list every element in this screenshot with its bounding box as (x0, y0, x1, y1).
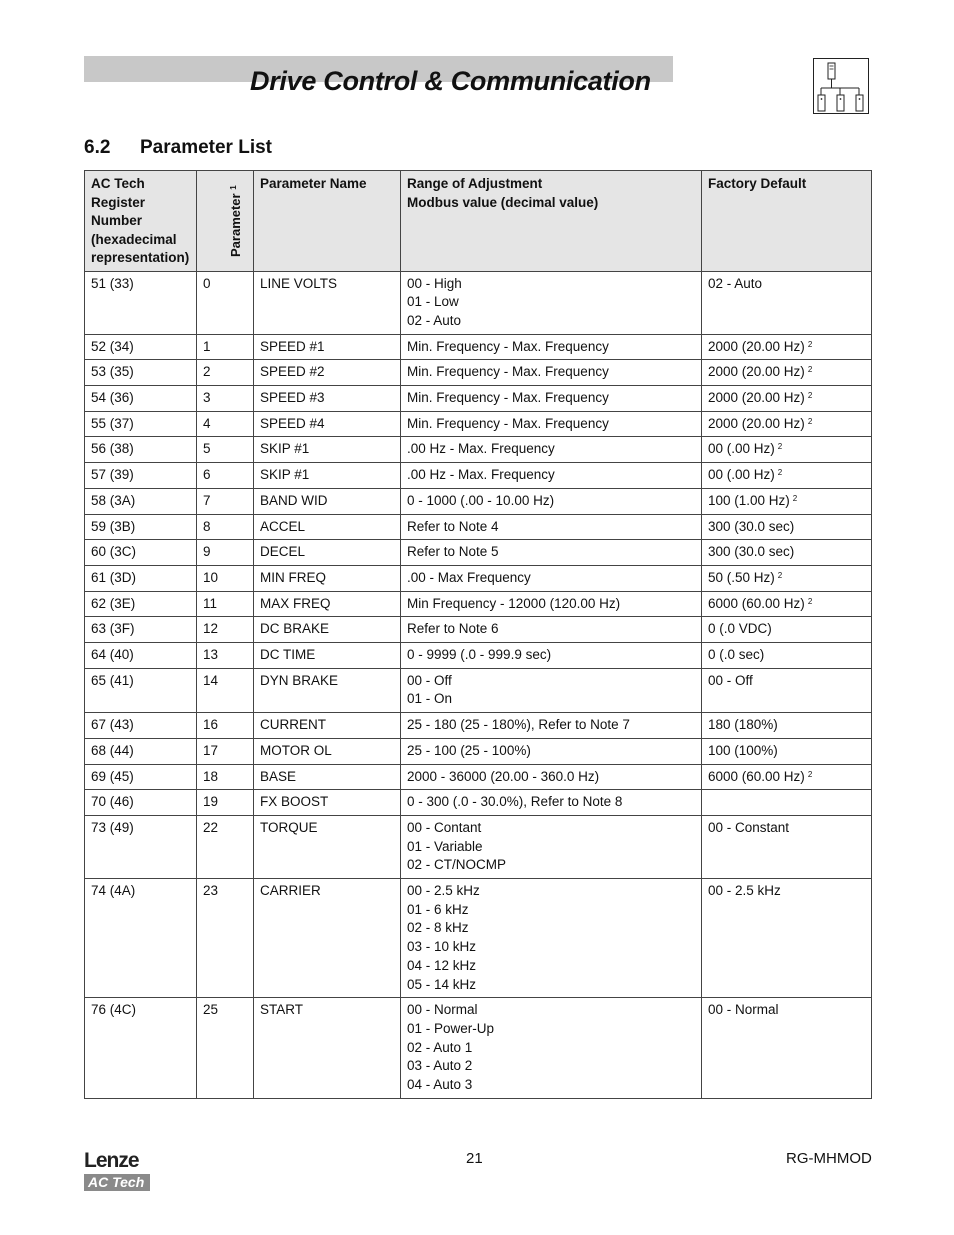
cell-register: 63 (3F) (85, 617, 197, 643)
range-line: Min Frequency - 12000 (120.00 Hz) (407, 595, 621, 611)
footnote-marker: 2 (807, 391, 813, 401)
range-line: Min. Frequency - Max. Frequency (407, 364, 609, 380)
footnote-marker: 2 (807, 339, 813, 349)
cell-range (401, 463, 702, 489)
default-value: 00 (.00 Hz) (708, 467, 775, 483)
table-header-row (85, 171, 872, 272)
table-row (85, 790, 872, 816)
cell-default (702, 790, 872, 816)
table-row (85, 643, 872, 669)
default-value: 00 - Off (708, 672, 753, 688)
range-line: 03 - 10 kHz (407, 939, 477, 955)
network-diagram-icon (813, 58, 869, 114)
table-row (85, 565, 872, 591)
range-line: 02 - Auto 1 (407, 1039, 473, 1055)
cell-parameter: 14 (197, 668, 254, 712)
range-line: .00 Hz - Max. Frequency (407, 467, 555, 483)
cell-name: BASE (254, 764, 401, 790)
header-range (401, 171, 702, 272)
range-line: 02 - Auto (407, 312, 462, 328)
document-code: RG-MHMOD (786, 1150, 872, 1167)
table-body (85, 271, 872, 1098)
cell-default (702, 591, 872, 617)
table-row (85, 738, 872, 764)
cell-parameter: 10 (197, 565, 254, 591)
range-line: 00 - Normal (407, 1002, 478, 1018)
default-value: 00 - Constant (708, 819, 790, 835)
table-row (85, 617, 872, 643)
cell-name: SPEED #2 (254, 360, 401, 386)
cell-default (702, 334, 872, 360)
range-line: 00 - Contant (407, 819, 482, 835)
cell-register: 61 (3D) (85, 565, 197, 591)
table-row (85, 591, 872, 617)
header-register-line: (hexadecimal (91, 231, 177, 247)
table-row (85, 998, 872, 1099)
cell-parameter: 3 (197, 386, 254, 412)
default-value: 2000 (20.00 Hz) (708, 415, 805, 431)
cell-register: 68 (44) (85, 738, 197, 764)
cell-name: DECEL (254, 540, 401, 566)
cell-register: 62 (3E) (85, 591, 197, 617)
cell-parameter: 5 (197, 437, 254, 463)
cell-parameter: 19 (197, 790, 254, 816)
table-row (85, 271, 872, 334)
cell-name: MAX FREQ (254, 591, 401, 617)
cell-default (702, 386, 872, 412)
header-register-line: AC Tech (91, 176, 145, 191)
range-line: 0 - 1000 (.00 - 10.00 Hz) (407, 492, 555, 508)
range-line: 01 - Power-Up (407, 1021, 495, 1036)
default-value: 50 (.50 Hz) (708, 569, 775, 585)
cell-range (401, 514, 702, 540)
cell-name: BAND WID (254, 488, 401, 514)
range-line: 00 - Off (407, 672, 452, 688)
cell-register: 67 (43) (85, 713, 197, 739)
footnote-marker: 2 (777, 570, 783, 580)
parameter-table (84, 170, 872, 1099)
range-line: 05 - 14 kHz (407, 976, 477, 992)
cell-default (702, 565, 872, 591)
cell-register: 73 (49) (85, 815, 197, 878)
header-default: Factory Default (702, 171, 872, 272)
cell-range (401, 738, 702, 764)
cell-range (401, 764, 702, 790)
cell-parameter: 6 (197, 463, 254, 489)
section-heading (84, 137, 272, 159)
cell-register: 59 (3B) (85, 514, 197, 540)
default-value: 0 (.0 VDC) (708, 621, 772, 637)
cell-register: 52 (34) (85, 334, 197, 360)
page-title: Drive Control & Communication (250, 66, 651, 96)
cell-name: SPEED #3 (254, 386, 401, 412)
cell-name: MIN FREQ (254, 565, 401, 591)
section-number: 6.2 (84, 137, 111, 158)
header-parameter-label: Parameter (228, 193, 243, 257)
cell-range (401, 879, 702, 998)
cell-name: DC BRAKE (254, 617, 401, 643)
cell-parameter: 1 (197, 334, 254, 360)
range-line: 01 - Low (407, 294, 459, 310)
footnote-marker: 2 (807, 365, 813, 375)
header-name: Parameter Name (254, 171, 401, 272)
cell-default (702, 668, 872, 712)
cell-range (401, 643, 702, 669)
cell-range (401, 617, 702, 643)
range-line: .00 Hz - Max. Frequency (407, 441, 555, 457)
cell-range (401, 334, 702, 360)
table-row (85, 879, 872, 998)
default-value: 02 - Auto (708, 275, 763, 291)
footnote-marker: 2 (807, 416, 813, 426)
cell-parameter: 11 (197, 591, 254, 617)
cell-range (401, 271, 702, 334)
table-row (85, 514, 872, 540)
cell-range (401, 540, 702, 566)
header-register-line: Register (91, 194, 146, 210)
logo-lenze-text: Lenze (84, 1149, 139, 1172)
cell-default (702, 463, 872, 489)
cell-register: 54 (36) (85, 386, 197, 412)
default-value: 6000 (60.00 Hz) (708, 768, 805, 784)
cell-range (401, 713, 702, 739)
cell-register: 70 (46) (85, 790, 197, 816)
cell-name: DYN BRAKE (254, 668, 401, 712)
range-line: 01 - 6 kHz (407, 901, 469, 917)
cell-name: ACCEL (254, 514, 401, 540)
table-row (85, 334, 872, 360)
cell-parameter: 9 (197, 540, 254, 566)
cell-name: SKIP #1 (254, 463, 401, 489)
range-line: 25 - 180 (25 - 180%), Refer to Note 7 (407, 717, 630, 733)
cell-name: MOTOR OL (254, 738, 401, 764)
cell-range (401, 565, 702, 591)
cell-parameter: 12 (197, 617, 254, 643)
range-line: .00 - Max Frequency (407, 569, 531, 585)
cell-register: 51 (33) (85, 271, 197, 334)
range-line: 01 - On (407, 691, 453, 707)
cell-register: 69 (45) (85, 764, 197, 790)
range-line: 0 - 9999 (.0 - 999.9 sec) (407, 647, 552, 663)
cell-range (401, 998, 702, 1099)
cell-name: TORQUE (254, 815, 401, 878)
cell-name: CURRENT (254, 713, 401, 739)
cell-parameter: 16 (197, 713, 254, 739)
default-value: 00 (.00 Hz) (708, 441, 775, 457)
range-line: 00 - 2.5 kHz (407, 883, 480, 899)
cell-parameter: 17 (197, 738, 254, 764)
header-range-line: Modbus value (decimal value) (407, 194, 599, 210)
cell-default (702, 360, 872, 386)
cell-register: 57 (39) (85, 463, 197, 489)
cell-range (401, 437, 702, 463)
logo-actech-text: AC Tech (84, 1174, 150, 1191)
range-line: 0 - 300 (.0 - 30.0%), Refer to Note 8 (407, 794, 623, 810)
footnote-marker: 2 (807, 769, 813, 779)
lenze-actech-logo (84, 1150, 152, 1194)
cell-range (401, 668, 702, 712)
table-row (85, 668, 872, 712)
cell-parameter: 7 (197, 488, 254, 514)
range-line: Refer to Note 4 (407, 518, 499, 534)
header-register-line: representation) (91, 250, 190, 265)
range-line: 04 - 12 kHz (407, 957, 477, 973)
table-row (85, 713, 872, 739)
range-line: Min. Frequency - Max. Frequency (407, 338, 609, 354)
range-line: 01 - Variable (407, 838, 483, 854)
range-line: 03 - Auto 2 (407, 1058, 473, 1074)
default-value: 100 (100%) (708, 742, 778, 758)
cell-default (702, 738, 872, 764)
table-row (85, 764, 872, 790)
footnote-marker: 2 (807, 596, 813, 606)
cell-name: START (254, 998, 401, 1099)
cell-default (702, 617, 872, 643)
cell-parameter: 25 (197, 998, 254, 1099)
header-register-line: Number (91, 213, 143, 228)
cell-parameter: 13 (197, 643, 254, 669)
cell-default (702, 540, 872, 566)
table-row (85, 540, 872, 566)
range-line: Min. Frequency - Max. Frequency (407, 415, 609, 431)
table-row (85, 411, 872, 437)
cell-default (702, 271, 872, 334)
table-row (85, 463, 872, 489)
cell-range (401, 790, 702, 816)
cell-default (702, 998, 872, 1099)
cell-range (401, 360, 702, 386)
footnote-marker: 1 (229, 185, 238, 190)
default-value: 00 - 2.5 kHz (708, 883, 781, 899)
range-line: 00 - High (407, 275, 462, 291)
range-line: Refer to Note 6 (407, 621, 499, 637)
default-value: 2000 (20.00 Hz) (708, 338, 805, 354)
default-value: 6000 (60.00 Hz) (708, 595, 805, 611)
cell-range (401, 386, 702, 412)
range-line: 25 - 100 (25 - 100%) (407, 742, 531, 758)
cell-name: DC TIME (254, 643, 401, 669)
cell-default (702, 713, 872, 739)
cell-register: 60 (3C) (85, 540, 197, 566)
cell-default (702, 411, 872, 437)
range-line: 04 - Auto 3 (407, 1077, 473, 1093)
range-line: 02 - CT/NOCMP (407, 857, 507, 873)
cell-register: 76 (4C) (85, 998, 197, 1099)
table-row (85, 437, 872, 463)
cell-name: SPEED #1 (254, 334, 401, 360)
cell-default (702, 815, 872, 878)
cell-default (702, 764, 872, 790)
cell-register: 64 (40) (85, 643, 197, 669)
cell-register: 65 (41) (85, 668, 197, 712)
cell-parameter: 8 (197, 514, 254, 540)
cell-range (401, 411, 702, 437)
default-value: 2000 (20.00 Hz) (708, 364, 805, 380)
cell-register: 74 (4A) (85, 879, 197, 998)
table-row (85, 815, 872, 878)
cell-range (401, 591, 702, 617)
footnote-marker: 2 (777, 442, 783, 452)
range-line: 02 - 8 kHz (407, 920, 469, 936)
cell-register: 56 (38) (85, 437, 197, 463)
cell-default (702, 879, 872, 998)
cell-register: 55 (37) (85, 411, 197, 437)
cell-default (702, 643, 872, 669)
table-row (85, 386, 872, 412)
cell-parameter: 0 (197, 271, 254, 334)
cell-parameter: 4 (197, 411, 254, 437)
section-title: Parameter List (140, 137, 273, 158)
cell-name: LINE VOLTS (254, 271, 401, 334)
header-range-line: Range of Adjustment (407, 176, 543, 191)
default-value: 300 (30.0 sec) (708, 544, 795, 560)
default-value: 100 (1.00 Hz) (708, 492, 790, 508)
cell-register: 53 (35) (85, 360, 197, 386)
cell-range (401, 488, 702, 514)
cell-name: SPEED #4 (254, 411, 401, 437)
cell-parameter: 22 (197, 815, 254, 878)
default-value: 00 - Normal (708, 1002, 779, 1018)
default-value: 180 (180%) (708, 717, 778, 733)
default-value: 2000 (20.00 Hz) (708, 390, 805, 406)
range-line: Min. Frequency - Max. Frequency (407, 390, 609, 406)
cell-name: SKIP #1 (254, 437, 401, 463)
cell-name: CARRIER (254, 879, 401, 998)
cell-parameter: 2 (197, 360, 254, 386)
cell-default (702, 488, 872, 514)
default-value: 0 (.0 sec) (708, 647, 765, 663)
range-line: Refer to Note 5 (407, 544, 499, 560)
range-line: 2000 - 36000 (20.00 - 360.0 Hz) (407, 768, 600, 784)
cell-default (702, 514, 872, 540)
cell-parameter: 23 (197, 879, 254, 998)
table-row (85, 488, 872, 514)
default-value: 300 (30.0 sec) (708, 518, 795, 534)
cell-parameter: 18 (197, 764, 254, 790)
cell-default (702, 437, 872, 463)
page-number: 21 (466, 1150, 483, 1167)
header-parameter (197, 171, 254, 272)
cell-name: FX BOOST (254, 790, 401, 816)
footnote-marker: 2 (777, 468, 783, 478)
cell-register: 58 (3A) (85, 488, 197, 514)
header-register (85, 171, 197, 272)
footnote-marker: 2 (792, 493, 798, 503)
cell-range (401, 815, 702, 878)
table-row (85, 360, 872, 386)
